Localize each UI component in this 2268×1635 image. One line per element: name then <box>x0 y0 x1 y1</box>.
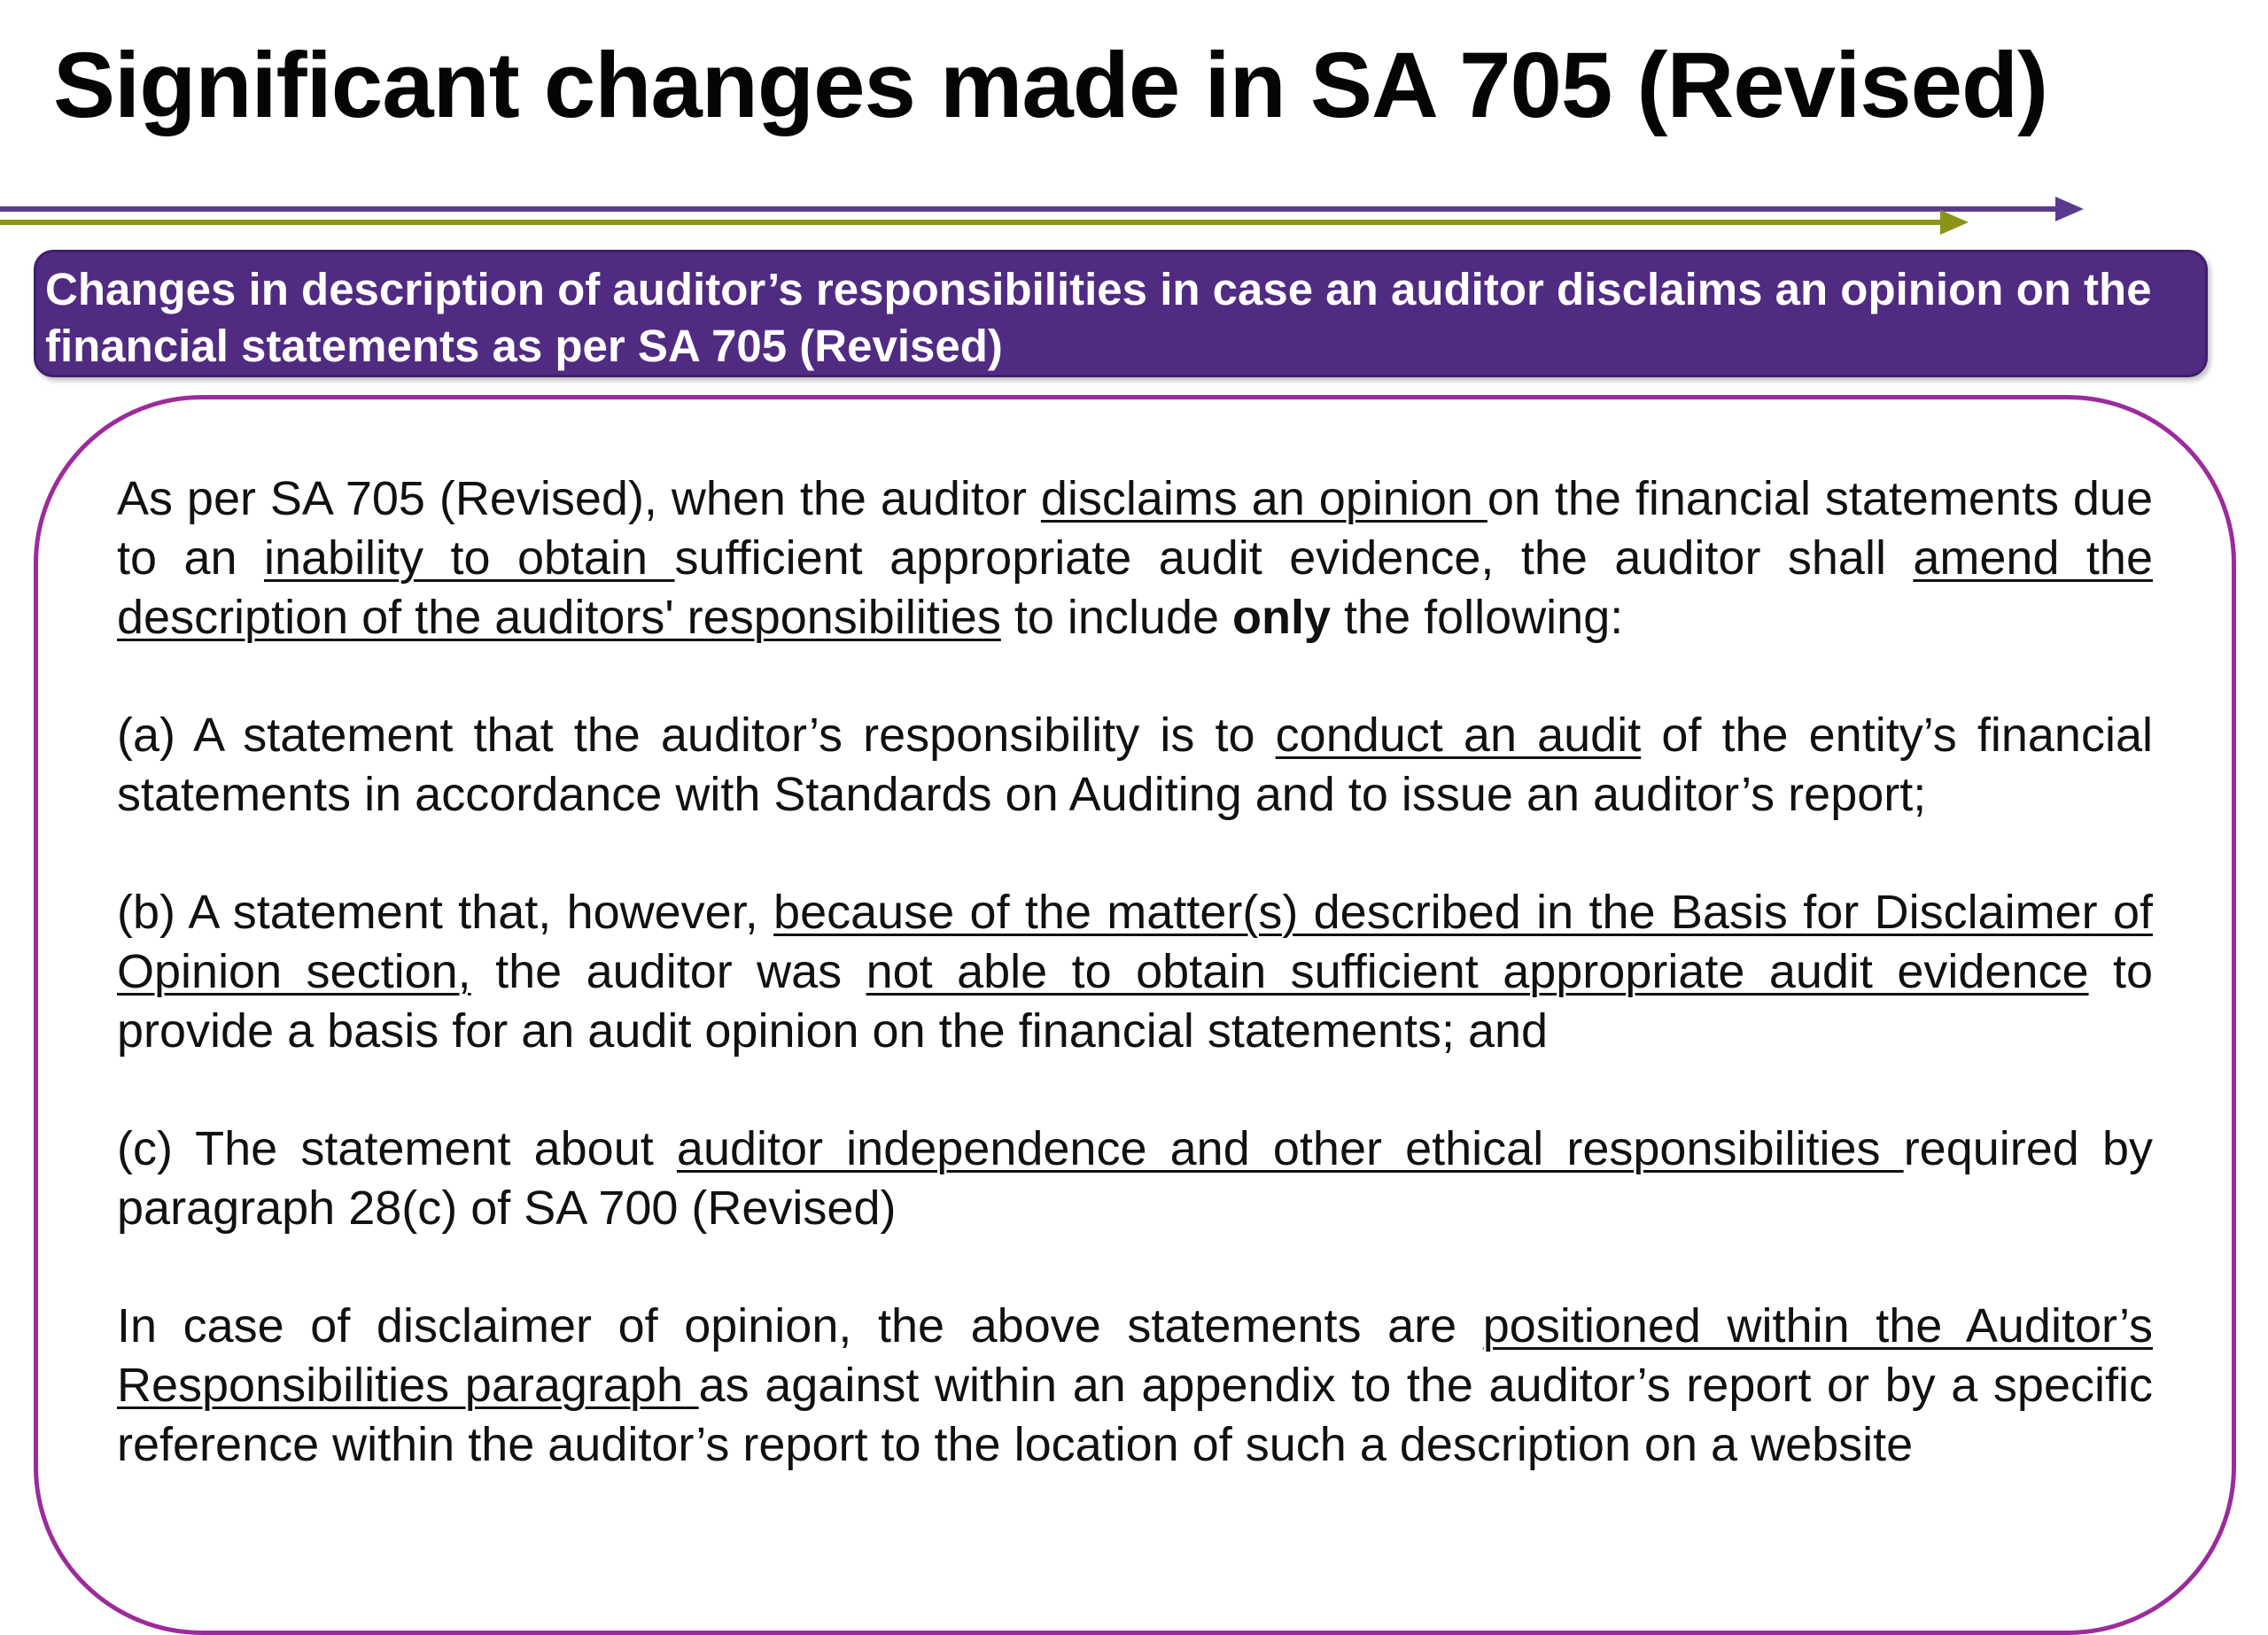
item-c-paragraph: (c) The statement about auditor independence and other ethical responsibilities required by paragraph 28(c) of SA 700 (Revised) <box>117 1122 2153 1235</box>
slide-title: Significant changes made in SA 705 (Revised) <box>53 34 2048 137</box>
underlined-phrase: disclaims an opinion <box>1040 472 1487 525</box>
closing-paragraph: In case of disclaimer of opinion, the above statements are positioned within the Auditor’s Responsibilities paragraph as against within an appendix to the auditor’s report or by a specific reference within the auditor’s report to the location of such a description on a website <box>117 1299 2154 1471</box>
item-a-paragraph: (a) A statement that the auditor’s responsibility is to conduct an audit of the entity’s financial statements in accordance with Standards on Auditing and to issue an auditor’s report; <box>117 709 2153 821</box>
underlined-phrase: inability to obtain <box>263 531 675 585</box>
intro-paragraph: As per SA 705 (Revised), when the auditor disclaims an opinion on the financial statements due to an inability to obtain sufficient appropriate audit evidence, the auditor shall amend the description of the auditors' responsibilities to include only the following: <box>117 472 2153 644</box>
content-text <box>117 469 2153 1533</box>
underlined-phrase: conduct an audit <box>1275 709 1642 762</box>
olive-arrow <box>0 210 1969 235</box>
bold-word: only <box>1232 591 1332 644</box>
underlined-phrase: not able to obtain sufficient appropriate audit evidence <box>866 945 2089 998</box>
purple-arrow <box>0 197 2084 221</box>
banner-text: Changes in description of auditor’s responsibilities in case an auditor disclaims an opinion on the financial statements as per SA 705 (Revised) <box>45 264 2152 371</box>
underlined-phrase: amend the description of the auditors' responsibilities <box>117 531 2153 644</box>
underlined-phrase: because of the matter(s) described in the Basis for Disclaimer of Opinion section, <box>117 886 2153 998</box>
item-b-paragraph: (b) A statement that, however, because of the matter(s) described in the Basis for Disclaimer of Opinion section, the auditor was not able to obtain sufficient appropriate audit evidence to provide a basis for an audit opinion on the financial statements; and <box>117 886 2153 1058</box>
section-banner <box>34 250 2208 377</box>
underlined-phrase: positioned within the Auditor’s Responsibilities paragraph <box>117 1299 2154 1412</box>
underlined-phrase: auditor independence and other ethical responsibilities <box>676 1122 1904 1175</box>
decorative-arrows <box>0 193 2109 237</box>
